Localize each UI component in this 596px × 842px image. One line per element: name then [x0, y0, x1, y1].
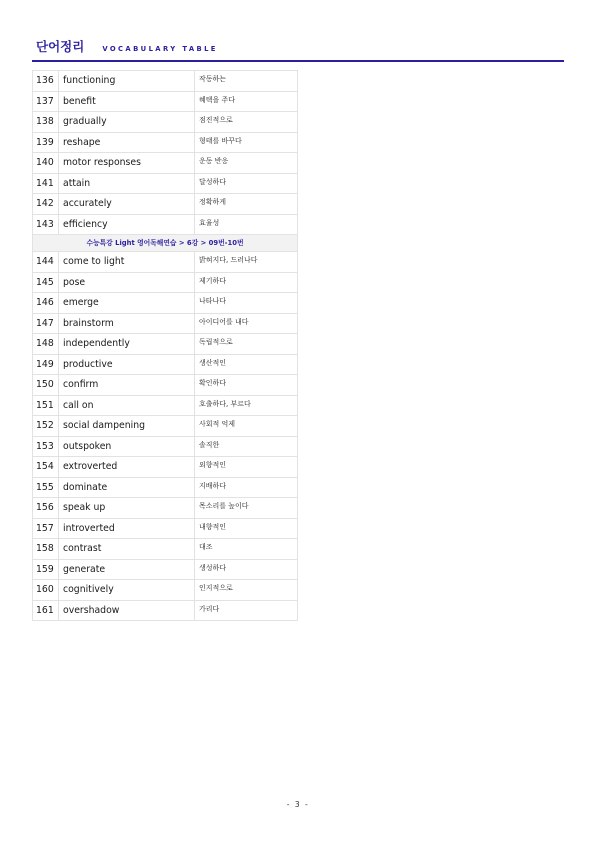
vocab-number: 138: [33, 112, 59, 133]
vocab-word: confirm: [59, 375, 195, 396]
vocab-word: brainstorm: [59, 313, 195, 334]
vocab-meaning: 정확하게: [195, 194, 298, 215]
vocab-number: 147: [33, 313, 59, 334]
vocab-word: benefit: [59, 91, 195, 112]
vocab-meaning: 효율성: [195, 214, 298, 235]
vocab-meaning: 작동하는: [195, 71, 298, 92]
vocab-meaning: 사회적 억제: [195, 416, 298, 437]
vocab-meaning: 솔직한: [195, 436, 298, 457]
vocab-meaning: 생성하다: [195, 559, 298, 580]
vocab-number: 142: [33, 194, 59, 215]
section-row: [33, 235, 298, 252]
vocab-number: 139: [33, 132, 59, 153]
vocab-word: call on: [59, 395, 195, 416]
vocab-word: introverted: [59, 518, 195, 539]
vocab-meaning: 생산적인: [195, 354, 298, 375]
vocab-word: independently: [59, 334, 195, 355]
vocab-word: come to light: [59, 252, 195, 273]
vocab-word: social dampening: [59, 416, 195, 437]
vocab-row: [33, 600, 298, 621]
vocab-number: 150: [33, 375, 59, 396]
vocab-word: dominate: [59, 477, 195, 498]
vocab-word: emerge: [59, 293, 195, 314]
vocab-word: cognitively: [59, 580, 195, 601]
vocab-meaning: 독립적으로: [195, 334, 298, 355]
vocab-meaning: 가리다: [195, 600, 298, 621]
vocab-word: attain: [59, 173, 195, 194]
vocab-number: 136: [33, 71, 59, 92]
vocab-word: gradually: [59, 112, 195, 133]
vocab-number: 143: [33, 214, 59, 235]
vocab-row: [33, 112, 298, 133]
vocab-row: [33, 91, 298, 112]
vocab-row: [33, 457, 298, 478]
vocab-meaning: 호출하다, 부르다: [195, 395, 298, 416]
vocab-row: [33, 334, 298, 355]
vocab-number: 141: [33, 173, 59, 194]
vocab-word: productive: [59, 354, 195, 375]
vocab-meaning: 운동 반응: [195, 153, 298, 174]
vocab-row: [33, 252, 298, 273]
vocab-row: [33, 153, 298, 174]
vocab-number: 157: [33, 518, 59, 539]
vocab-meaning: 점진적으로: [195, 112, 298, 133]
vocab-number: 145: [33, 272, 59, 293]
vocab-number: 159: [33, 559, 59, 580]
vocab-meaning: 대조: [195, 539, 298, 560]
vocab-word: overshadow: [59, 600, 195, 621]
vocab-row: [33, 173, 298, 194]
vocab-word: functioning: [59, 71, 195, 92]
vocab-row: [33, 477, 298, 498]
vocab-row: [33, 518, 298, 539]
section-label: 수능특강 Light 영어독해연습 > 6강 > 09번-10번: [33, 235, 298, 252]
vocab-number: 161: [33, 600, 59, 621]
vocab-row: [33, 375, 298, 396]
vocab-row: [33, 313, 298, 334]
vocab-word: generate: [59, 559, 195, 580]
vocab-number: 149: [33, 354, 59, 375]
vocab-word: reshape: [59, 132, 195, 153]
vocab-number: 153: [33, 436, 59, 457]
vocab-meaning: 아이디어를 내다: [195, 313, 298, 334]
vocab-meaning: 밝혀지다, 드러나다: [195, 252, 298, 273]
vocab-number: 140: [33, 153, 59, 174]
vocab-meaning: 목소리를 높이다: [195, 498, 298, 519]
vocab-word: efficiency: [59, 214, 195, 235]
page-header: [36, 37, 218, 55]
vocab-meaning: 제기하다: [195, 272, 298, 293]
vocab-meaning: 형태를 바꾸다: [195, 132, 298, 153]
vocab-row: [33, 498, 298, 519]
vocab-row: [33, 132, 298, 153]
vocab-number: 144: [33, 252, 59, 273]
vocab-meaning: 나타나다: [195, 293, 298, 314]
vocab-word: motor responses: [59, 153, 195, 174]
vocab-meaning: 달성하다: [195, 173, 298, 194]
vocab-row: [33, 354, 298, 375]
vocab-number: 152: [33, 416, 59, 437]
vocab-number: 146: [33, 293, 59, 314]
vocab-number: 148: [33, 334, 59, 355]
vocab-number: 154: [33, 457, 59, 478]
vocab-meaning: 지배하다: [195, 477, 298, 498]
vocab-row: [33, 194, 298, 215]
vocab-word: pose: [59, 272, 195, 293]
header-rule: [32, 60, 564, 62]
vocab-word: contrast: [59, 539, 195, 560]
vocab-number: 160: [33, 580, 59, 601]
vocab-number: 151: [33, 395, 59, 416]
vocab-number: 158: [33, 539, 59, 560]
vocabulary-table: [32, 70, 298, 621]
vocab-number: 155: [33, 477, 59, 498]
vocab-row: [33, 293, 298, 314]
vocab-row: [33, 71, 298, 92]
vocab-meaning: 인지적으로: [195, 580, 298, 601]
vocab-number: 137: [33, 91, 59, 112]
vocab-word: speak up: [59, 498, 195, 519]
vocab-row: [33, 395, 298, 416]
vocab-row: [33, 436, 298, 457]
vocab-row: [33, 272, 298, 293]
vocab-row: [33, 559, 298, 580]
vocab-word: accurately: [59, 194, 195, 215]
vocab-number: 156: [33, 498, 59, 519]
vocab-row: [33, 539, 298, 560]
vocab-meaning: 외향적인: [195, 457, 298, 478]
vocab-row: [33, 416, 298, 437]
vocab-word: extroverted: [59, 457, 195, 478]
vocab-meaning: 확인하다: [195, 375, 298, 396]
vocab-meaning: 내향적인: [195, 518, 298, 539]
vocab-row: [33, 214, 298, 235]
vocab-meaning: 혜택을 주다: [195, 91, 298, 112]
page-title: 단어정리: [36, 39, 85, 54]
page-number: - 3 -: [286, 800, 310, 809]
page-subtitle: VOCABULARY TABLE: [102, 45, 218, 53]
vocab-word: outspoken: [59, 436, 195, 457]
vocabulary-table-body: [33, 71, 298, 621]
vocab-row: [33, 580, 298, 601]
